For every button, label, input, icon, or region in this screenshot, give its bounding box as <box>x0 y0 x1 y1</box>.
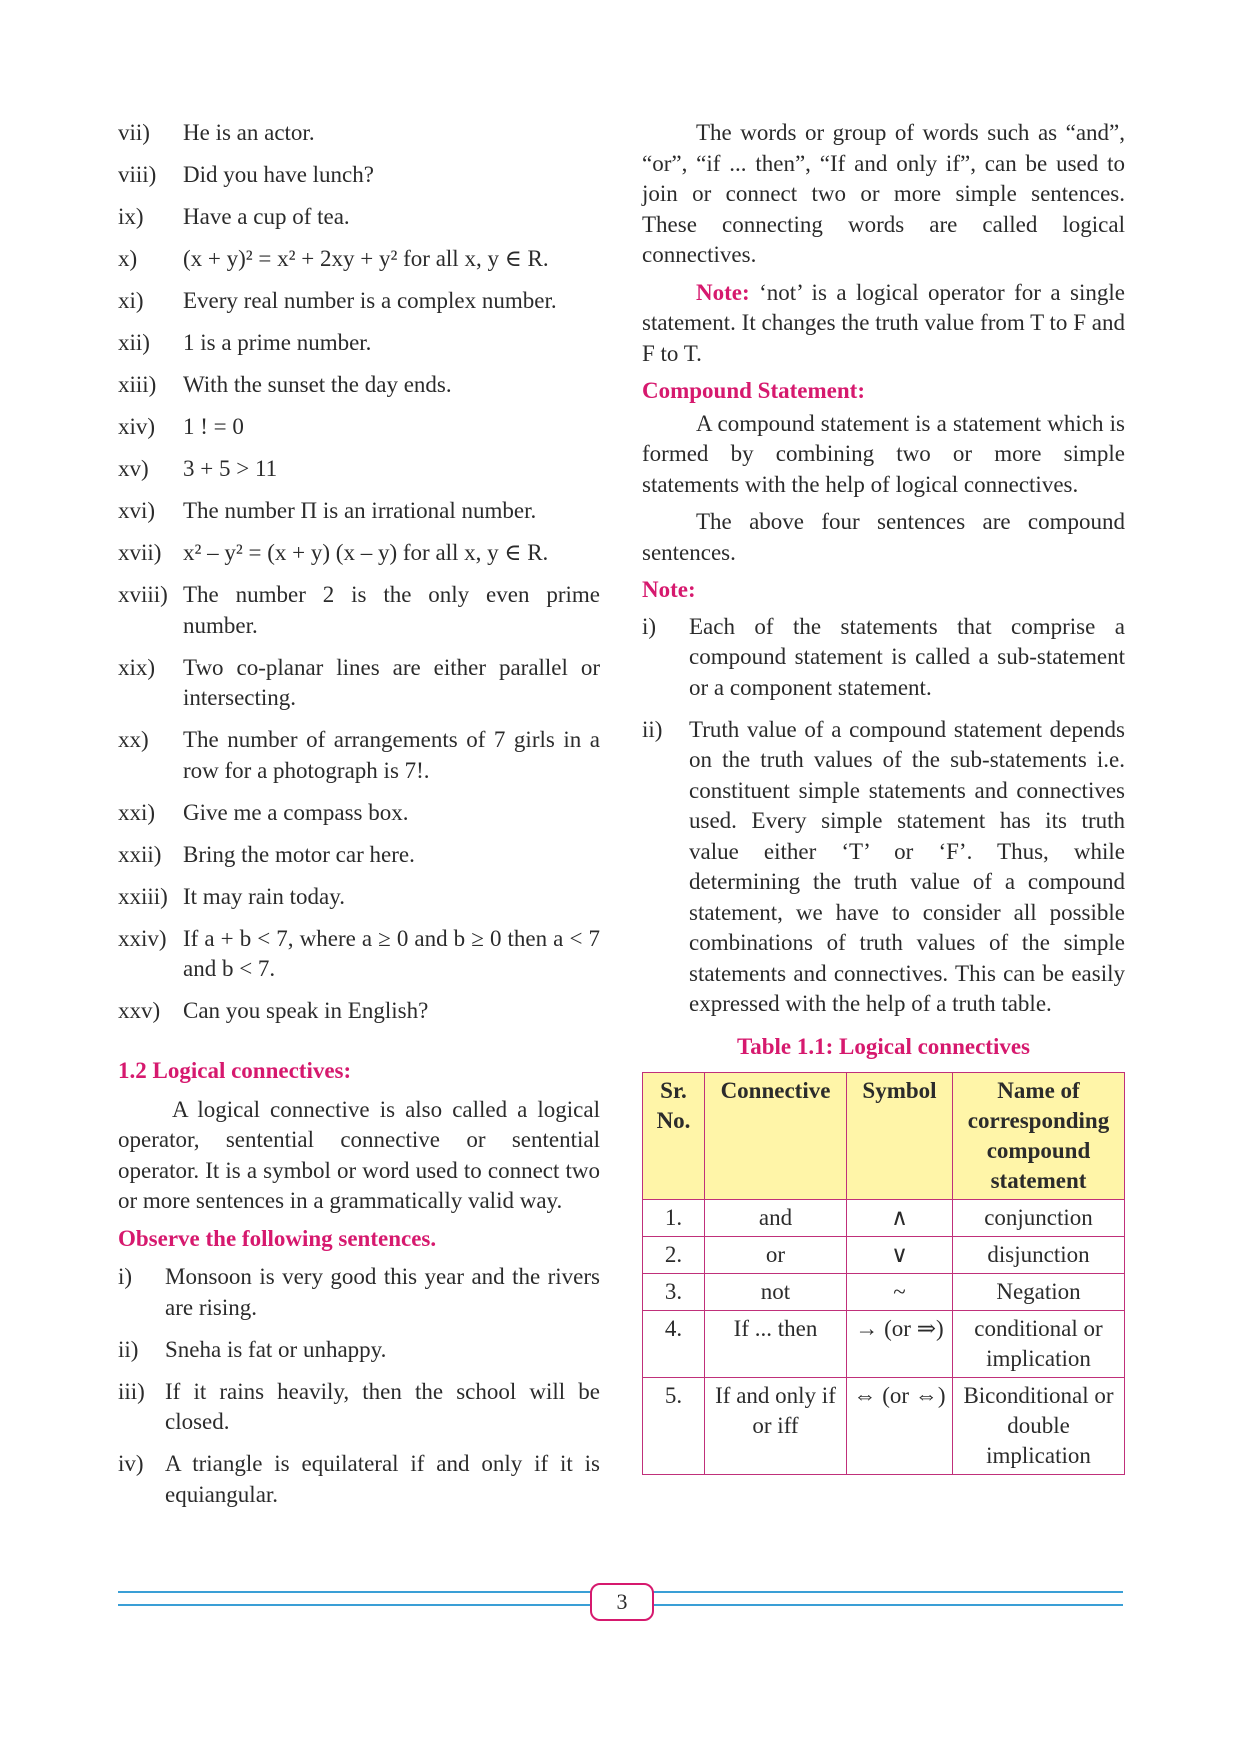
statement-item <box>118 725 600 786</box>
note-label: Note: <box>696 279 750 305</box>
connectives-table <box>642 1072 1125 1475</box>
observe-item <box>118 1377 600 1438</box>
observe-item <box>118 1335 600 1366</box>
note-item <box>642 612 1125 704</box>
statement-number: xxi) <box>118 799 156 825</box>
note-text: Truth value of a compound statement depends on the truth values of the sub-statements i.e. constituent simple statements and connectives used. Every simple statement has its truth value either ‘T’ or ‘F’. Thus, while determining the truth value of a compound statement, we have to consider all possible combinations of truth values of the simple statements and connectives. This can be easily expressed with the help of a truth table. <box>689 716 1125 1016</box>
note2-list <box>642 612 1125 1020</box>
observe-item <box>118 1262 600 1323</box>
statement-item <box>118 538 600 569</box>
table-cell: conjunction <box>953 1200 1125 1237</box>
statement-number: ix) <box>118 204 144 229</box>
observe-number: ii) <box>118 1336 139 1362</box>
observe-number: i) <box>118 1264 133 1289</box>
statement-number: xiv) <box>118 414 156 439</box>
statement-text: 3 + 5 > 11 <box>183 456 278 481</box>
note-text: Each of the statements that comprise a compound statement is called a sub-statement or a component statement. <box>689 613 1125 700</box>
statement-item <box>118 412 600 443</box>
statement-text: Give me a compass box. <box>183 799 409 825</box>
statement-number: xxiv) <box>118 925 167 951</box>
table-cell: not <box>705 1274 847 1311</box>
statement-item <box>118 244 600 275</box>
left-column <box>118 118 600 1522</box>
statement-item <box>118 840 600 871</box>
observe-text: A triangle is equilateral if and only if it is equiangular. <box>165 1451 600 1507</box>
statement-number: xxv) <box>118 998 161 1023</box>
statement-number: viii) <box>118 162 157 187</box>
statement-text: Can you speak in English? <box>183 998 429 1023</box>
statement-text: It may rain today. <box>183 883 346 909</box>
table-row <box>643 1378 1125 1475</box>
table-cell: If ... then <box>705 1311 847 1378</box>
statement-item <box>118 202 600 233</box>
observe-text: If it rains heavily, then the school will be closed. <box>165 1378 600 1434</box>
note-item <box>642 715 1125 1020</box>
table-cell: Biconditional or double implication <box>953 1378 1125 1475</box>
statement-text: The number 2 is the only even prime number. <box>183 582 600 638</box>
statement-text: (x + y)² = x² + 2xy + y² for all x, y ∈ R. <box>183 246 549 271</box>
section-paragraph: A logical connective is also called a logical operator, sentential connective or sentential operator. It is a symbol or word used to connect two or more sentences in a grammatically valid way. <box>118 1096 600 1213</box>
statement-text: Every real number is a complex number. <box>183 288 557 313</box>
note-text: ‘not’ is a logical operator for a single statement. It changes the truth value from T to F and F to T. <box>642 279 1125 366</box>
statement-item <box>118 653 600 714</box>
statement-text: 1 is a prime number. <box>183 330 372 355</box>
statement-number: xxiii) <box>118 883 168 909</box>
statement-item <box>118 286 600 317</box>
statement-text: 1 ! = 0 <box>183 414 244 439</box>
statement-list <box>118 118 600 1027</box>
table-row <box>643 1274 1125 1311</box>
statement-item <box>118 160 600 191</box>
statement-item <box>118 118 600 149</box>
statement-number: xii) <box>118 330 150 355</box>
page-number: 3 <box>590 1583 654 1621</box>
statement-number: xv) <box>118 456 149 481</box>
statement-item <box>118 496 600 527</box>
note-number: ii) <box>642 716 663 742</box>
table-row <box>643 1200 1125 1237</box>
statement-number: xviii) <box>118 582 168 607</box>
table-cell: 1. <box>643 1200 705 1237</box>
table-caption: Table 1.1: Logical connectives <box>736 1033 1031 1059</box>
statement-item <box>118 580 600 641</box>
observe-item <box>118 1449 600 1510</box>
statement-item <box>118 370 600 401</box>
compound-heading: Compound Statement: <box>642 378 865 403</box>
observe-text: Sneha is fat or unhappy. <box>165 1336 387 1362</box>
statement-number: xxii) <box>118 841 162 867</box>
table-cell: 4. <box>643 1311 705 1378</box>
statement-text: He is an actor. <box>183 120 315 145</box>
statement-text: With the sunset the day ends. <box>183 372 452 397</box>
statement-item <box>118 454 600 485</box>
table-header-cell: Symbol <box>847 1073 953 1200</box>
table-cell: 3. <box>643 1274 705 1311</box>
statement-item <box>118 798 600 829</box>
statement-number: xi) <box>118 288 144 313</box>
statement-text: Bring the motor car here. <box>183 841 415 867</box>
table-header-cell: Sr. No. <box>643 1073 705 1200</box>
section-heading: 1.2 Logical connectives: <box>118 1058 352 1083</box>
statement-text: The number of arrangements of 7 girls in a row for a photograph is 7!. <box>183 727 600 783</box>
observe-number: iv) <box>118 1451 144 1476</box>
above-paragraph: The above four sentences are compound sentences. <box>642 509 1125 565</box>
statement-number: xiii) <box>118 372 157 397</box>
note2-heading: Note: <box>642 577 696 602</box>
table-header-cell: Connective <box>705 1073 847 1200</box>
table-cell: and <box>705 1200 847 1237</box>
table-cell: ~ <box>847 1274 953 1311</box>
table-row <box>643 1237 1125 1274</box>
statement-item <box>118 328 600 359</box>
note-paragraph <box>642 278 1125 370</box>
statement-number: xvii) <box>118 540 162 565</box>
statement-item <box>118 996 600 1027</box>
statement-text: Did you have lunch? <box>183 162 374 187</box>
table-cell: ∨ <box>847 1237 953 1274</box>
observe-number: iii) <box>118 1378 145 1404</box>
statement-text: The number Π is an irrational number. <box>183 498 537 523</box>
statement-number: xvi) <box>118 498 156 523</box>
table-cell: Negation <box>953 1274 1125 1311</box>
table-header-row <box>643 1073 1125 1200</box>
observe-heading: Observe the following sentences. <box>118 1225 437 1251</box>
statement-number: xx) <box>118 727 149 752</box>
observe-text: Monsoon is very good this year and the rivers are rising. <box>165 1264 600 1320</box>
statement-item <box>118 924 600 985</box>
table-cell: disjunction <box>953 1237 1125 1274</box>
right-column <box>642 118 1125 1475</box>
observe-list <box>118 1262 600 1510</box>
table-row <box>643 1311 1125 1378</box>
table-cell: or <box>705 1237 847 1274</box>
statement-item <box>118 882 600 913</box>
table-cell: ∧ <box>847 1200 953 1237</box>
connectives-paragraph: The words or group of words such as “and”, “or”, “if ... then”, “If and only if”, can be used to join or connect two or more simple sentences. These connecting words are called logical connectives. <box>642 120 1125 267</box>
statement-text: Two co-planar lines are either parallel or intersecting. <box>183 654 600 710</box>
table-header-cell: Name of corresponding compound statement <box>953 1073 1125 1200</box>
table-cell: 2. <box>643 1237 705 1274</box>
table-body <box>643 1200 1125 1475</box>
note-number: i) <box>642 613 657 639</box>
table-cell: conditional or implication <box>953 1311 1125 1378</box>
statement-text: x² – y² = (x + y) (x – y) for all x, y ∈ R. <box>183 540 549 565</box>
statement-text: Have a cup of tea. <box>183 204 350 229</box>
statement-number: x) <box>118 246 138 271</box>
statement-text: If a + b < 7, where a ≥ 0 and b ≥ 0 then a < 7 and b < 7. <box>183 925 600 981</box>
table-cell: 5. <box>643 1378 705 1475</box>
compound-paragraph: A compound statement is a statement which is formed by combining two or more simple statements with the help of logical connectives. <box>642 410 1125 497</box>
table-cell: If and only if or iff <box>705 1378 847 1475</box>
table-cell: → (or ⇒) <box>847 1311 953 1378</box>
statement-number: vii) <box>118 120 150 145</box>
statement-number: xix) <box>118 654 156 680</box>
table-cell: ⇔ (or ⇔) <box>847 1378 953 1475</box>
